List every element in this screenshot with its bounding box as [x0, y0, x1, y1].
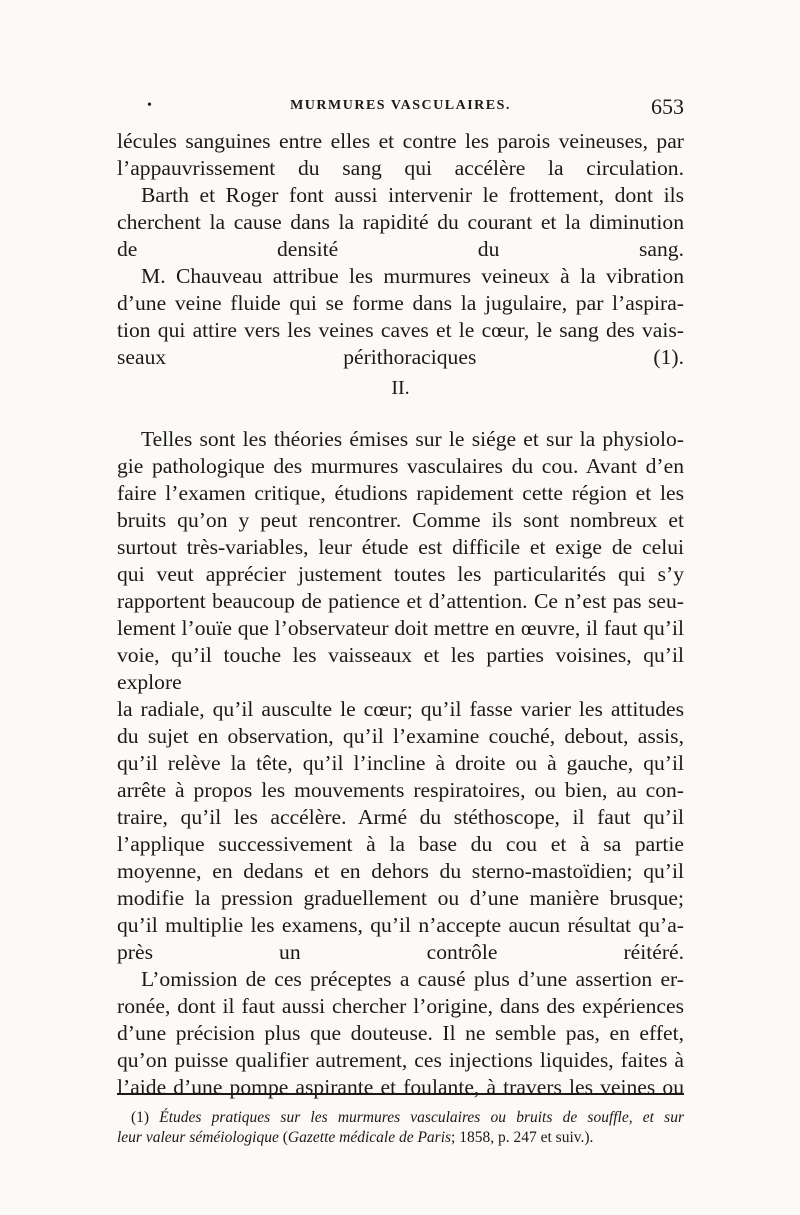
text-line: du sujet en observation, qu’il l’examine couché, debout, assis,	[117, 724, 684, 748]
text-line: ronée, dont il faut aussi chercher l’origine, dans des expériences	[117, 994, 684, 1018]
page-number: 653	[651, 94, 684, 119]
footnote-title: Études pratiques sur les murmures vasculaires ou bruits de souffle, et sur	[159, 1109, 684, 1126]
footnote	[117, 1108, 684, 1148]
text-line: qu’on puisse qualifier autrement, ces injections liquides, faites à	[117, 1048, 684, 1072]
paragraph-2	[117, 182, 684, 263]
paragraph-4	[117, 426, 684, 966]
text-line: voie, qu’il touche les vaisseaux et les parties voisines, qu’il explore	[117, 643, 684, 694]
text-line: la radiale, qu’il ausculte le cœur; qu’il fasse varier les attitudes	[117, 697, 684, 721]
paragraph-1	[117, 128, 684, 182]
text-line: tion qui attire vers les veines caves et le cœur, le sang des vais-	[117, 318, 684, 342]
text-line: lement l’ouïe que l’observateur doit mettre en œuvre, il faut qu’il	[117, 616, 684, 640]
text-line: l’appauvrissement du sang qui accélère la circulation.	[117, 156, 684, 180]
text-line: d’une précision plus que douteuse. Il ne semble pas, en effet,	[117, 1021, 684, 1045]
text-line: l’aide d’une pompe aspirante et foulante, à travers les veines ou	[117, 1075, 684, 1099]
paragraph-3	[117, 263, 684, 371]
footnote-marker: (1)	[131, 1109, 150, 1126]
text-line: cherchent la cause dans la rapidité du courant et la diminution	[117, 210, 684, 234]
running-title: MURMURES VASCULAIRES.	[290, 98, 511, 113]
text-line: rapportent beaucoup de patience et d’attention. Ce n’est pas seu-	[117, 589, 684, 613]
text-line: moyenne, en dedans et en dehors du sterno-mastoïdien; qu’il	[117, 859, 684, 883]
text-line: qui veut apprécier justement toutes les particularités qui s’y	[117, 562, 684, 586]
text-line: bruits qu’on y peut rencontrer. Comme ils sont nombreux et	[117, 508, 684, 532]
text-line: qu’il multiplie les examens, qu’il n’accepte aucun résultat qu’a-	[117, 913, 684, 937]
footnote-paren: (	[278, 1129, 288, 1146]
text-line: d’une veine fluide qui se forme dans la jugulaire, par l’aspira-	[117, 291, 684, 315]
text-line: modifie la pression graduellement ou d’une manière brusque;	[117, 886, 684, 910]
footnote-title-end: leur valeur séméiologique	[117, 1129, 279, 1146]
footnote-journal: Gazette médicale de Paris	[287, 1129, 452, 1146]
text-line: seaux périthoraciques (1).	[117, 345, 684, 369]
text-line: traire, qu’il les accélère. Armé du stéthoscope, il faut qu’il	[117, 805, 684, 829]
printer-mark: •	[147, 98, 152, 113]
body-text	[117, 128, 684, 1101]
text-line: faire l’examen critique, étudions rapidement cette région et les	[117, 481, 684, 505]
text-line: lécules sanguines entre elles et contre les parois veineuses, par	[117, 129, 684, 153]
footnote-rule	[117, 1093, 684, 1095]
text-line: M. Chauveau attribue les murmures veineux à la vibration	[141, 264, 684, 288]
text-line: Telles sont les théories émises sur le siége et sur la physiolo-	[141, 427, 684, 451]
text-line: de densité du sang.	[117, 237, 684, 261]
text-line: arrête à propos les mouvements respiratoires, ou bien, au con-	[117, 778, 684, 802]
text-line: Barth et Roger font aussi intervenir le frottement, dont ils	[141, 183, 684, 207]
text-line: surtout très-variables, leur étude est difficile et exige de celui	[117, 535, 684, 559]
text-line: l’applique successivement à la base du cou et à sa partie	[117, 832, 684, 856]
text-line: gie pathologique des murmures vasculaires du cou. Avant d’en	[117, 454, 684, 478]
text-line: près un contrôle réitéré.	[117, 940, 684, 964]
footnote-citation: ; 1858, p. 247 et suiv.).	[451, 1129, 594, 1146]
text-line: L’omission de ces préceptes a causé plus d’une assertion er-	[141, 967, 684, 991]
section-heading: II.	[391, 377, 410, 399]
text-line: qu’il relève la tête, qu’il l’incline à droite ou à gauche, qu’il	[117, 751, 684, 775]
running-head	[117, 92, 684, 122]
paragraph-5	[117, 966, 684, 1101]
